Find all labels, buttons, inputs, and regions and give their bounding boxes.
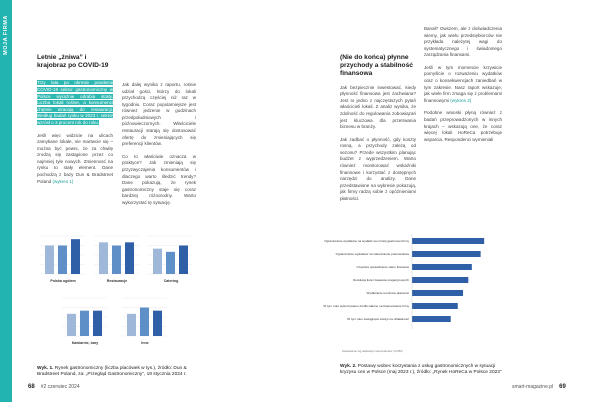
col1-title: Letnie „żniwa” i krajobraz po COVID-19 <box>37 54 109 70</box>
col4-link[interactable]: (wykres 2) <box>450 97 472 103</box>
chart2-bar <box>412 316 451 322</box>
chart2 <box>323 232 506 356</box>
chart1-panel-title: Polska ogółem <box>50 279 76 283</box>
col1 <box>37 54 113 185</box>
chart1-panel <box>62 298 107 345</box>
col4-p3: Podobne wnioski płyną również z badań przeprowadzonych w innych krajach – wskazują one, że coraz więcej lokali HoReCa potrzebuje wsparcia. Respondenci wymieniali <box>424 110 502 142</box>
left-page-number: 68 <box>28 384 35 390</box>
chart2-bar <box>412 264 472 270</box>
caption-1: Wyk. 1. Rynek gastronomiczny (liczba placówek w tys.), źródło: Dun & Bradstreet Poland, za: „Przegląd Gastronomiczny”, 19 stycznia 2024 r. <box>37 366 187 378</box>
chart1-panel-title: Restauracje <box>106 279 128 283</box>
chart2-note: Zestawienie wg deklaracji respondentów (n=250) <box>342 349 403 353</box>
chart2-label: W tym roku zaciągnięto kredyt na działalność <box>347 317 409 321</box>
chart1-bar <box>140 308 149 337</box>
chart1-bar <box>179 246 188 275</box>
chart2-label: Ograniczanie wydatków na zatrudnienie pracowników <box>335 252 409 256</box>
site-label: smart-magazine.pl <box>512 384 554 390</box>
col2 <box>122 82 196 206</box>
chart1-panel-title: Catering <box>163 279 179 283</box>
col4-p1: Banał? Owszem, ale z doświadczenia wiemy, jak wielu przedsiębiorców nie przykłada należytej wagi do systematycznego i świadomego zarządzania finansami. <box>424 26 502 58</box>
chart1-bar <box>45 246 54 275</box>
chart2-row <box>357 264 472 270</box>
chart1-panel <box>122 298 167 345</box>
chart1-bar <box>99 242 108 274</box>
chart2-row <box>323 303 457 309</box>
col3-p2: Jak zadbać o płynność, gdy koszty rosną, a przychody zależą od sezonu? Przede wszystkim planując budżet z wyprzedzeniem. Warto również monitorować wskaźniki finansowe i korzystać z dostępnych narzędzi do analizy. Dane przedstawione na wykresie pokazują, jak firmy radzą sobie z opóźnieniami płatności. <box>340 136 416 201</box>
chart2-bar <box>412 251 481 257</box>
chart1-bar <box>153 249 162 274</box>
col2-p1: Jak dalej wynika z raportu, rośnie udział gości, którzy do lokali przychodzą częściej niż raz w tygodniu. Coraz popularniejsze jest również jedzenie w godzinach przedpołudniowych i późnowieczornych. Właściciele restauracji starają się dostosować ofertę do zmieniających się preferencji klientów. <box>122 82 196 147</box>
chart2-row <box>347 316 451 322</box>
chart2-label: Wydłużanie terminów płatności <box>366 291 409 295</box>
chart1-panel-title: Kawiarnie, bary <box>71 341 99 345</box>
chart2-label: Ograniczanie wydatków na wydatki na rozwój gastronomiczny <box>324 239 409 243</box>
caption-2: Wyk. 2. Postawy wobec korzystania z usług gastronomicznych w sytuacji kryzysu cen w Polsce (maj 2023 r.), źródło: „Rynek HoReCa w Polsce 2023” <box>340 364 502 376</box>
section-label: MOJA FIRMA <box>3 15 9 55</box>
chart2-bar <box>412 238 484 244</box>
chart1-bar <box>127 314 136 336</box>
col2-p2: Co to właściwie oznacza w praktyce? Jak zmieniają się przyzwyczajenia konsumentów i dlaczego warto śledzić trendy? Dane pokazują, że rynek gastronomiczny staje się coraz bardziej różnorodny. Warto wykorzystać tę sytuację. <box>122 153 196 205</box>
chart1 <box>37 232 197 356</box>
chart1-bar <box>125 242 134 274</box>
chart2-label: Częstsze sprawdzanie stanu finansów <box>356 265 409 269</box>
chart1-bar <box>153 311 162 336</box>
chart2-row <box>336 251 481 257</box>
chart2-label: Redukcja ilości zapasów magazynowych <box>353 278 409 282</box>
chart2-row <box>324 238 484 244</box>
chart1-bar <box>67 314 76 336</box>
col1-link[interactable]: (wykres 1) <box>52 178 74 184</box>
chart2-svg <box>323 232 506 356</box>
col4 <box>424 26 502 143</box>
chart1-bar <box>80 311 89 336</box>
chart2-bar <box>412 303 458 309</box>
section-sidebar <box>0 0 12 402</box>
chart1-bar <box>93 311 102 336</box>
chart1-panel-title: Inne <box>141 341 149 345</box>
chart1-panel <box>40 236 85 283</box>
chart1-bar <box>58 246 67 275</box>
chart1-bar <box>166 252 175 274</box>
col4-p2: Jeśli w tym momencie krzywicie pomyślcie o rozważeniu wydatków oraz o konsekwencjach zaniedbań w tym zakresie. Nasz raport wskazuje, jak wiele firm zmaga się z problemami finansowymi (wykres 2) <box>424 64 502 103</box>
chart1-bar <box>71 239 80 274</box>
chart2-bar <box>412 277 468 283</box>
chart2-bar <box>412 290 463 296</box>
chart1-panel <box>148 236 193 283</box>
issue-label: #2 czerwiec 2024 <box>40 384 80 390</box>
chart2-row <box>367 290 463 296</box>
chart1-svg <box>37 232 197 356</box>
chart1-bar <box>112 246 121 275</box>
chart2-label: W tym roku wykorzystano środki własne na finansowanie firmy <box>323 304 409 308</box>
footer-right <box>512 384 566 390</box>
chart1-panel <box>94 236 139 283</box>
right-page-number: 69 <box>559 384 566 390</box>
footer-left <box>28 384 80 390</box>
col1-p1: Trzy lata po okresie pandemii COVID-19 sektor gastronomiczny w Polsce wyraźnie odrabia straty. Liczba lokali rośnie, a konsumenci chętnie wracają do restauracji. Według badań rynku w 2023 r. sektor wzrósł o 3 procent rok do roku. <box>37 80 113 125</box>
col3 <box>340 54 416 203</box>
chart2-row <box>353 277 468 283</box>
col3-p1: Jak bezpiecznie inwestować, kiedy płynność finansowa jest zachwiana? Jest to jedno z najczęstszych pytań właścicieli lokali. Z analiz wynika, że zdolność do regulowania zobowiązań jest kluczowa dla przetrwania biznesu w branży. <box>340 84 416 130</box>
col3-title: (Nie do końca) płynne przychody a stabilność finansowa <box>340 54 413 78</box>
col1-p2: Jeśli więc widzicie na ulicach zamykane lokale, nie martwcie się – można być pewni, że za chwilę zrodzą się zastąpione przez co najmniej tyle nowych. Zmiennosć na rynku to stały element. Dane pochodzą z bazy Dun & Bradstreet Poland (wykres 1) <box>37 132 113 184</box>
